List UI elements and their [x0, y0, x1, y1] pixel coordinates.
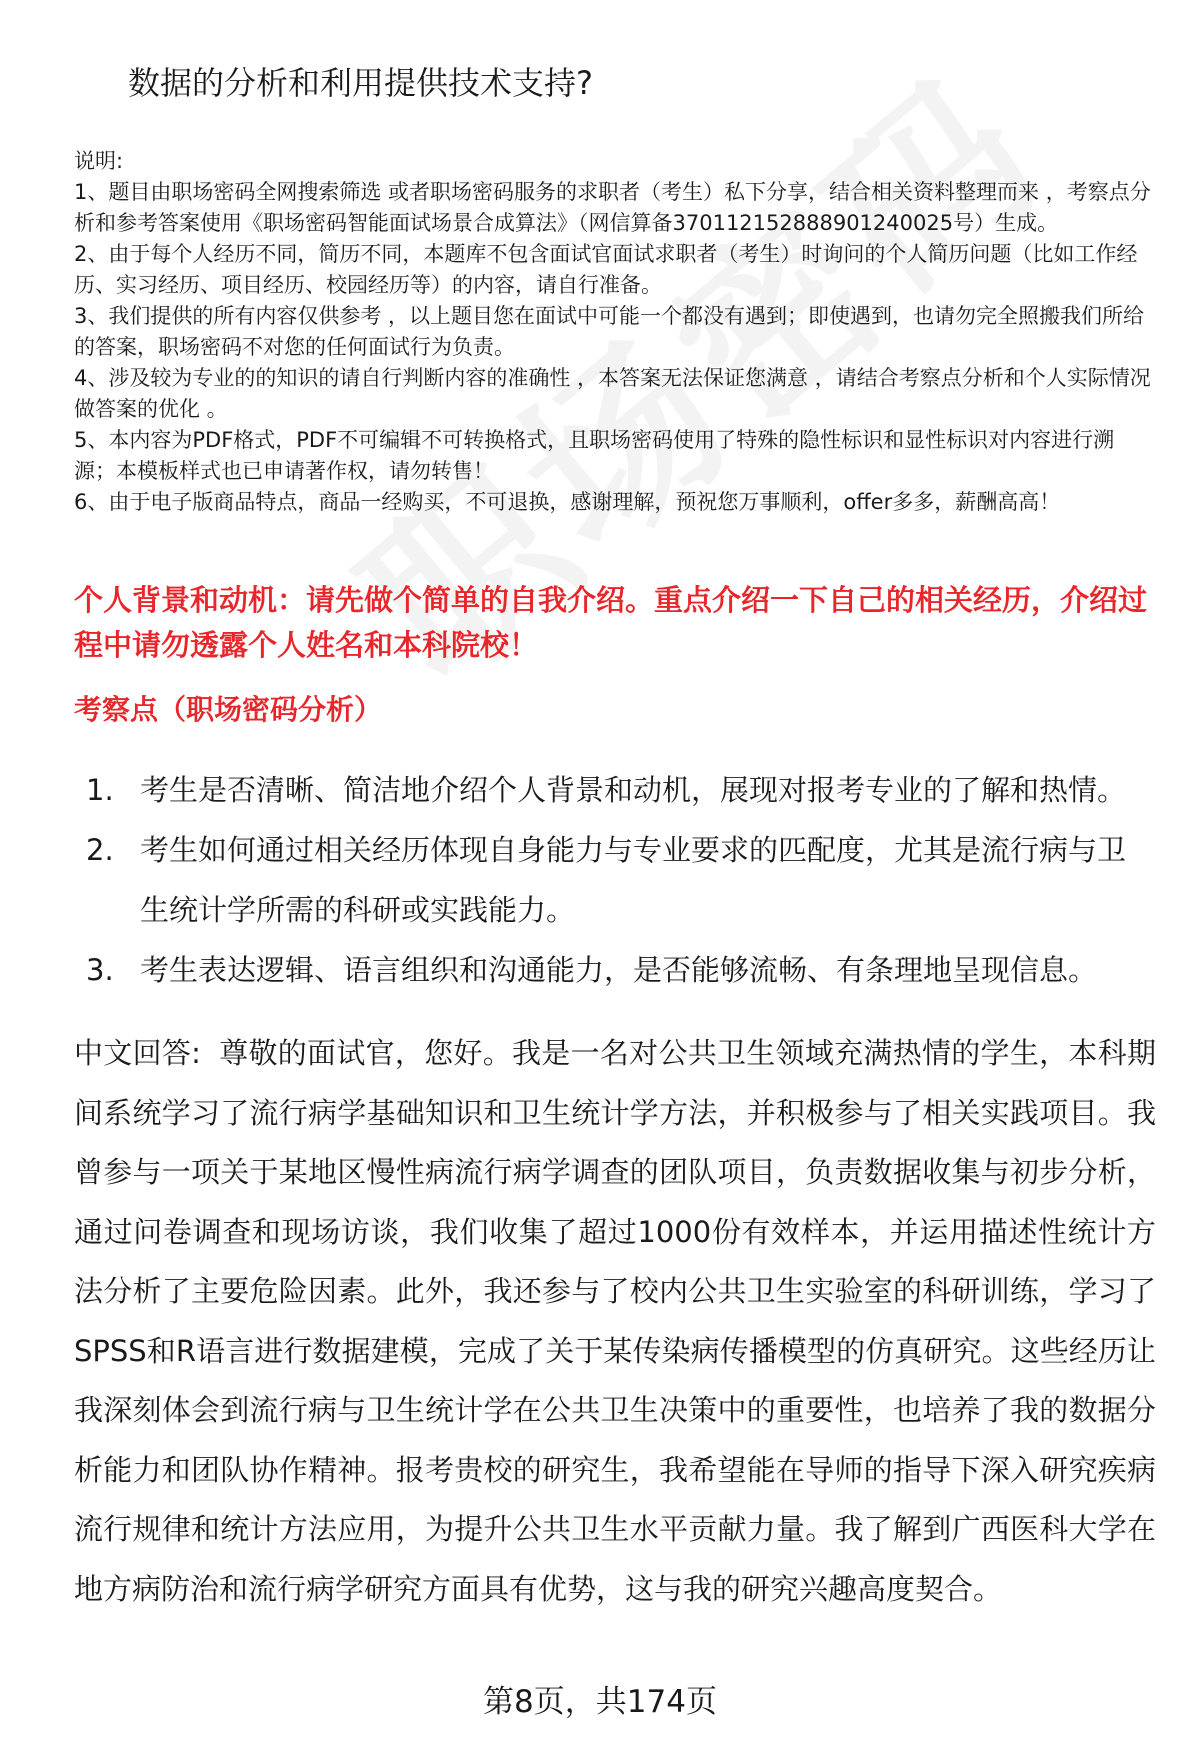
- notes-heading: 说明:: [74, 149, 124, 173]
- note-item: 2、由于每个人经历不同，简历不同，本题库不包含面试官面试求职者（考生）时询问的个人简历问题（比如工作经历、实习经历、项目经历、校园经历等）的内容，请自行准备。: [74, 242, 1138, 297]
- notes-block: [74, 146, 1154, 518]
- answer-paragraph: [74, 1024, 1156, 1619]
- list-item: [74, 940, 1154, 1000]
- section-title: 考察点（职场密码分析）: [74, 693, 383, 726]
- note-item: 5、本内容为PDF格式，PDF不可编辑不可转换格式，且职场密码使用了特殊的隐性标识和显性标识对内容进行溯源；本模板样式也已申请著作权，请勿转售！: [74, 428, 1115, 483]
- list-item-number: 3.: [86, 953, 114, 987]
- list-item: [74, 820, 1154, 940]
- assessment-points-list: [74, 760, 1154, 1000]
- list-item-number: 2.: [86, 833, 114, 867]
- note-item: 1、题目由职场密码全网搜索筛选 或者职场密码服务的求职者（考生）私下分享，结合相关资料整理而来 ，考察点分析和参考答案使用《职场密码智能面试场景合成算法》（网信算备370112152888901240025号）生成。: [74, 180, 1151, 235]
- note-item: 6、由于电子版商品特点，商品一经购买，不可退换，感谢理解，预祝您万事顺利，offer多多，薪酬高高！: [74, 490, 1061, 514]
- interview-question: 个人背景和动机：请先做个简单的自我介绍。重点介绍一下自己的相关经历，介绍过程中请勿透露个人姓名和本科院校！: [74, 583, 1148, 662]
- list-item-text: 考生如何通过相关经历体现自身能力与专业要求的匹配度，尤其是流行病与卫生统计学所需的科研或实践能力。: [140, 833, 1127, 927]
- list-item-text: 考生是否清晰、简洁地介绍个人背景和动机，展现对报考专业的了解和热情。: [140, 773, 1127, 807]
- list-item: [74, 760, 1154, 820]
- continued-question-line: 数据的分析和利用提供技术支持?: [128, 64, 593, 102]
- note-item: 3、我们提供的所有内容仅供参考 ，以上题目您在面试中可能一个都没有遇到；即使遇到，也请勿完全照搬我们所给的答案，职场密码不对您的任何面试行为负责。: [74, 304, 1145, 359]
- list-item-text: 考生表达逻辑、语言组织和沟通能力，是否能够流畅、有条理地呈现信息。: [140, 953, 1098, 987]
- answer-label: 中文回答:: [74, 1036, 201, 1070]
- note-item: 4、涉及较为专业的的知识的请自行判断内容的准确性 ，本答案无法保证您满意 ，请结合考察点分析和个人实际情况做答案的优化 。: [74, 366, 1151, 421]
- page-number: 第8页，共174页: [483, 1684, 717, 1720]
- answer-text: 尊敬的面试官，您好。我是一名对公共卫生领域充满热情的学生，本科期间系统学习了流行病学基础知识和卫生统计学方法，并积极参与了相关实践项目。我曾参与一项关于某地区慢性病流行病学调查的团队项目，负责数据收集与初步分析，通过问卷调查和现场访谈，我们收集了超过1000份有效样本，并运用描述性统计方法分析了主要危险因素。此外，我还参与了校内公共卫生实验室的科研训练，学习了SPSS和R语言进行数据建模，完成了关于某传染病传播模型的仿真研究。这些经历让我深刻体会到流行病与卫生统计学在公共卫生决策中的重要性，也培养了我的数据分析能力和团队协作精神。报考贵校的研究生，我希望能在导师的指导下深入研究疾病流行规律和统计方法应用，为提升公共卫生水平贡献力量。我了解到广西医科大学在地方病防治和流行病学研究方面具有优势，这与我的研究兴趣高度契合。: [74, 1036, 1156, 1606]
- list-item-number: 1.: [86, 773, 114, 807]
